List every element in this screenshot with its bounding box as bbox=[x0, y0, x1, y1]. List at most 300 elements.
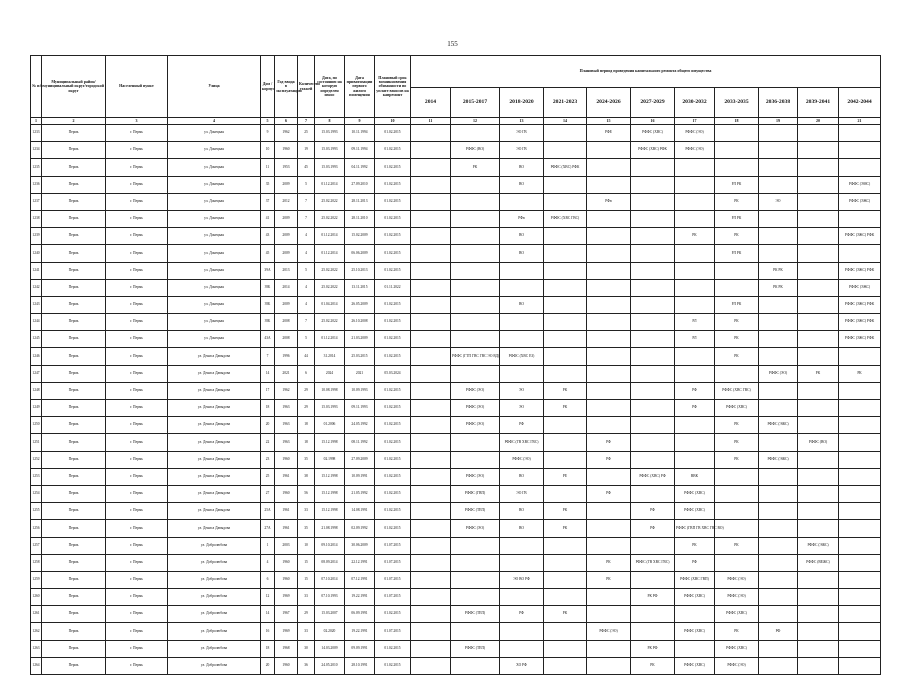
cell-period-work: РФ bbox=[500, 417, 544, 434]
cell-date-wear: 2024 bbox=[315, 365, 345, 382]
cell-date-wear: 25.02.2022 bbox=[315, 210, 345, 227]
cell-floors: 38 bbox=[298, 468, 315, 485]
cell-house: 11 bbox=[261, 159, 275, 176]
cell-municipality: Пермь bbox=[42, 606, 106, 623]
cell-settlement: г. Пермь bbox=[106, 245, 168, 262]
cell-period-work bbox=[675, 210, 715, 227]
cell-date-wear: 01.2006 bbox=[315, 417, 345, 434]
cell-period-work bbox=[500, 640, 544, 657]
cell-period-work: РФФС (ХВС) РФ bbox=[631, 468, 675, 485]
cell-date-wear: 07.10.1993 bbox=[315, 589, 345, 606]
cell-planned-period: 01.07.2015 bbox=[375, 537, 411, 554]
cell-period-work: РК bbox=[715, 193, 759, 210]
cell-num: 1254 bbox=[31, 485, 42, 502]
cell-year-built: 2008 bbox=[275, 331, 298, 348]
cell-period-work: РФФС (ХВС) bbox=[715, 400, 759, 417]
cell-date-privatization: 30.06.2009 bbox=[345, 537, 375, 554]
cell-period-work bbox=[759, 468, 798, 485]
cell-period-work bbox=[759, 657, 798, 674]
cell-house: 41 bbox=[261, 210, 275, 227]
table-row bbox=[31, 228, 881, 245]
table-row bbox=[31, 485, 881, 502]
cell-street: ул. Добролюбова bbox=[168, 537, 261, 554]
cell-date-wear: 15.03.1993 bbox=[315, 400, 345, 417]
cell-period-work bbox=[411, 296, 451, 313]
cell-house: 4 bbox=[261, 554, 275, 571]
cell-period-work bbox=[587, 142, 631, 159]
cell-period-work bbox=[411, 365, 451, 382]
cell-period-work bbox=[500, 193, 544, 210]
column-number: 14 bbox=[544, 118, 587, 125]
cell-settlement: г. Пермь bbox=[106, 159, 168, 176]
header-date-wear: Дата, по состоянию на которую определен износ bbox=[315, 56, 345, 118]
cell-period-work: РФ bbox=[500, 606, 544, 623]
cell-period-work bbox=[411, 125, 451, 142]
cell-street: ул. Добролюбова bbox=[168, 623, 261, 640]
cell-house: 20 bbox=[261, 657, 275, 674]
cell-floors: 4 bbox=[298, 296, 315, 313]
cell-period-work bbox=[631, 382, 675, 399]
cell-street: ул. Дениса Давыдова bbox=[168, 400, 261, 417]
cell-period-work bbox=[631, 485, 675, 502]
cell-period-work: РФ bbox=[675, 400, 715, 417]
cell-municipality: Пермь bbox=[42, 657, 106, 674]
cell-period-work: ВО bbox=[500, 176, 544, 193]
cell-period-work bbox=[587, 245, 631, 262]
cell-year-built: 1967 bbox=[275, 606, 298, 623]
header-date-privatization: Дата приватизации первого жилого помещения bbox=[345, 56, 375, 118]
cell-planned-period: 01.02.2015 bbox=[375, 485, 411, 502]
cell-period-work: РФФС (ЭЖС) bbox=[759, 451, 798, 468]
cell-street: ул. Донецкая bbox=[168, 193, 261, 210]
cell-period-work: РФФС (ЭО) bbox=[451, 382, 500, 399]
cell-period-work bbox=[798, 485, 839, 502]
cell-date-wear: 25.02.2022 bbox=[315, 279, 345, 296]
cell-year-built: 2009 bbox=[275, 228, 298, 245]
cell-period-work bbox=[587, 382, 631, 399]
cell-period-work bbox=[798, 451, 839, 468]
column-number: 20 bbox=[798, 118, 839, 125]
cell-year-built: 1953 bbox=[275, 159, 298, 176]
cell-period-work bbox=[798, 468, 839, 485]
cell-settlement: г. Пермь bbox=[106, 589, 168, 606]
cell-period-work bbox=[451, 451, 500, 468]
column-number: 18 bbox=[715, 118, 759, 125]
cell-period-work: ВО bbox=[500, 228, 544, 245]
cell-planned-period: 01.02.2015 bbox=[375, 210, 411, 227]
cell-period-work bbox=[798, 142, 839, 159]
cell-house: 6 bbox=[261, 571, 275, 588]
cell-period-work: РФФС (ГВ ХВС ГВС) bbox=[500, 434, 544, 451]
header-municipality: Муниципальный район/муниципальный округ/городской округ bbox=[42, 56, 106, 118]
cell-planned-period: 01.02.2015 bbox=[375, 193, 411, 210]
cell-period-work bbox=[759, 537, 798, 554]
cell-period-work: ВО bbox=[500, 159, 544, 176]
cell-num: 1256 bbox=[31, 520, 42, 537]
cell-street: ул. Донецкая bbox=[168, 125, 261, 142]
cell-settlement: г. Пермь bbox=[106, 142, 168, 159]
cell-num: 1249 bbox=[31, 400, 42, 417]
cell-period-work bbox=[675, 417, 715, 434]
cell-floors: 19 bbox=[298, 142, 315, 159]
cell-period-work: РФФС (ЭО) bbox=[759, 365, 798, 382]
cell-date-privatization: 26.10.2008 bbox=[345, 314, 375, 331]
cell-date-privatization: 24.05.1992 bbox=[345, 417, 375, 434]
cell-period-work bbox=[675, 245, 715, 262]
cell-period-work bbox=[631, 451, 675, 468]
cell-period-work bbox=[451, 657, 500, 674]
cell-period-work bbox=[839, 210, 881, 227]
cell-period-work bbox=[587, 159, 631, 176]
cell-planned-period: 01.02.2015 bbox=[375, 176, 411, 193]
cell-period-work bbox=[759, 348, 798, 365]
cell-period-work: РФФС (ЭЖС) РФК bbox=[839, 296, 881, 313]
cell-period-work bbox=[631, 400, 675, 417]
cell-period-work bbox=[587, 520, 631, 537]
cell-period-work bbox=[715, 142, 759, 159]
cell-period-work: РЛ РК bbox=[715, 176, 759, 193]
cell-period-work bbox=[500, 262, 544, 279]
cell-settlement: г. Пермь bbox=[106, 400, 168, 417]
cell-year-built: 1960 bbox=[275, 485, 298, 502]
cell-period-work bbox=[798, 176, 839, 193]
cell-municipality: Пермь bbox=[42, 314, 106, 331]
cell-house: 16 bbox=[261, 623, 275, 640]
cell-period-work: РК bbox=[587, 571, 631, 588]
table-row bbox=[31, 434, 881, 451]
cell-period-work: РФФС (ХВС ГВС) bbox=[544, 210, 587, 227]
cell-period-work bbox=[587, 657, 631, 674]
column-number: 9 bbox=[345, 118, 375, 125]
cell-period-work bbox=[839, 451, 881, 468]
cell-period-work bbox=[587, 503, 631, 520]
cell-house: 23 bbox=[261, 451, 275, 468]
header-num: № п/п bbox=[31, 56, 42, 118]
cell-planned-period: 01.02.2015 bbox=[375, 468, 411, 485]
cell-period-work: РФ bbox=[631, 503, 675, 520]
cell-period-work: РФФС (ХВС ЕЗ) bbox=[500, 348, 544, 365]
period-header: 2036-2038 bbox=[759, 88, 798, 118]
cell-period-work bbox=[587, 589, 631, 606]
cell-period-work bbox=[715, 159, 759, 176]
table-row bbox=[31, 589, 881, 606]
cell-house: 37 bbox=[261, 193, 275, 210]
cell-period-work bbox=[544, 365, 587, 382]
cell-num: 1242 bbox=[31, 279, 42, 296]
cell-planned-period: 01.02.2015 bbox=[375, 382, 411, 399]
cell-floors: 29 bbox=[298, 400, 315, 417]
cell-date-privatization: 19.22.1991 bbox=[345, 589, 375, 606]
cell-num: 1246 bbox=[31, 348, 42, 365]
cell-period-work bbox=[451, 210, 500, 227]
cell-settlement: г. Пермь bbox=[106, 125, 168, 142]
cell-period-work: РФ bbox=[631, 520, 675, 537]
period-header: 2014 bbox=[411, 88, 451, 118]
cell-period-work bbox=[759, 142, 798, 159]
cell-period-work bbox=[500, 537, 544, 554]
cell-street: ул. Дениса Давыдова bbox=[168, 451, 261, 468]
cell-period-work bbox=[759, 640, 798, 657]
cell-period-work bbox=[411, 382, 451, 399]
cell-house: 18 bbox=[261, 400, 275, 417]
cell-period-work bbox=[759, 606, 798, 623]
cell-period-work bbox=[798, 417, 839, 434]
cell-period-work bbox=[451, 331, 500, 348]
cell-period-work bbox=[675, 348, 715, 365]
cell-settlement: г. Пермь bbox=[106, 606, 168, 623]
cell-period-work: РФФС (ГВП ГВ ХВС ГВС ВО) bbox=[675, 520, 715, 537]
cell-period-work bbox=[411, 142, 451, 159]
cell-planned-period: 01.02.2015 bbox=[375, 606, 411, 623]
cell-period-work: РФ bbox=[587, 451, 631, 468]
cell-period-work bbox=[759, 331, 798, 348]
cell-street: ул. Донецкая bbox=[168, 142, 261, 159]
cell-num: 1248 bbox=[31, 382, 42, 399]
cell-period-work bbox=[715, 125, 759, 142]
header-year-built: Год ввода в эксплуатацию bbox=[275, 56, 298, 118]
cell-house: 20 bbox=[261, 417, 275, 434]
cell-period-work bbox=[411, 623, 451, 640]
cell-date-privatization: 28.11.2010 bbox=[345, 210, 375, 227]
cell-period-work: ВО bbox=[500, 245, 544, 262]
cell-settlement: г. Пермь bbox=[106, 296, 168, 313]
cell-floors: 35 bbox=[298, 520, 315, 537]
cell-house: 39Б bbox=[261, 279, 275, 296]
cell-period-work: ЭО ГВ bbox=[500, 125, 544, 142]
cell-municipality: Пермь bbox=[42, 125, 106, 142]
cell-date-wear: 10.08.1998 bbox=[315, 382, 345, 399]
cell-period-work bbox=[451, 554, 500, 571]
cell-period-work bbox=[631, 193, 675, 210]
cell-num: 1245 bbox=[31, 331, 42, 348]
cell-period-work: РФФС (ХВС) bbox=[631, 125, 675, 142]
cell-num: 1259 bbox=[31, 571, 42, 588]
table-body bbox=[31, 125, 881, 675]
cell-period-work bbox=[759, 382, 798, 399]
column-number-row bbox=[31, 118, 881, 125]
cell-year-built: 2014 bbox=[275, 279, 298, 296]
cell-period-work: РК bbox=[715, 228, 759, 245]
cell-period-work: РК bbox=[715, 434, 759, 451]
cell-year-built: 1963 bbox=[275, 417, 298, 434]
cell-period-work bbox=[411, 176, 451, 193]
cell-settlement: г. Пермь bbox=[106, 554, 168, 571]
cell-date-privatization: 25.10.2013 bbox=[345, 262, 375, 279]
cell-year-built: 1962 bbox=[275, 125, 298, 142]
cell-period-work bbox=[839, 537, 881, 554]
cell-street: ул. Дениса Давыдова bbox=[168, 520, 261, 537]
cell-period-work bbox=[631, 417, 675, 434]
cell-date-wear: 21.08.1998 bbox=[315, 520, 345, 537]
cell-period-work bbox=[798, 640, 839, 657]
cell-period-work bbox=[675, 279, 715, 296]
cell-house: 43А bbox=[261, 331, 275, 348]
cell-period-work bbox=[631, 228, 675, 245]
cell-period-work: РФФС (ЭО) bbox=[715, 657, 759, 674]
cell-planned-period: 01.02.2015 bbox=[375, 400, 411, 417]
cell-planned-period: 01.02.2015 bbox=[375, 142, 411, 159]
column-number: 19 bbox=[759, 118, 798, 125]
cell-date-wear: 01.04.2014 bbox=[315, 296, 345, 313]
cell-floors: 6 bbox=[298, 365, 315, 382]
column-number: 5 bbox=[261, 118, 275, 125]
cell-period-work bbox=[500, 365, 544, 382]
cell-period-work bbox=[544, 451, 587, 468]
cell-planned-period: 01.07.2015 bbox=[375, 554, 411, 571]
cell-period-work bbox=[631, 245, 675, 262]
cell-period-work bbox=[759, 520, 798, 537]
cell-period-work: РФФС (ЭО) bbox=[451, 468, 500, 485]
cell-street: ул. Дениса Давыдова bbox=[168, 503, 261, 520]
cell-settlement: г. Пермь bbox=[106, 365, 168, 382]
cell-period-work bbox=[759, 296, 798, 313]
cell-period-work: РК bbox=[715, 348, 759, 365]
cell-period-work bbox=[715, 279, 759, 296]
cell-period-work bbox=[587, 314, 631, 331]
column-number: 2 bbox=[42, 118, 106, 125]
cell-period-work bbox=[839, 520, 881, 537]
cell-period-work: РФФС (ТЕП) bbox=[451, 640, 500, 657]
cell-period-work bbox=[839, 606, 881, 623]
cell-period-work bbox=[411, 314, 451, 331]
cell-period-work: РК bbox=[544, 400, 587, 417]
cell-period-work: РФФС (ХВС) bbox=[675, 589, 715, 606]
cell-year-built: 2009 bbox=[275, 176, 298, 193]
cell-period-work bbox=[675, 640, 715, 657]
cell-period-work bbox=[631, 314, 675, 331]
cell-street: ул. Дениса Давыдова bbox=[168, 382, 261, 399]
cell-period-work bbox=[451, 279, 500, 296]
cell-house: 10 bbox=[261, 142, 275, 159]
period-header: 2030-2032 bbox=[675, 88, 715, 118]
cell-period-work: РФФС (ЭО) bbox=[451, 417, 500, 434]
cell-period-work: РФФС (ЭЖС) bbox=[759, 417, 798, 434]
cell-period-work bbox=[839, 245, 881, 262]
cell-period-work: РФФС (ХВС) bbox=[715, 606, 759, 623]
cell-num: 1243 bbox=[31, 296, 42, 313]
cell-period-work: РФФС (ЭО) bbox=[451, 520, 500, 537]
cell-period-work bbox=[631, 159, 675, 176]
cell-period-work bbox=[587, 228, 631, 245]
cell-house: 43 bbox=[261, 228, 275, 245]
cell-settlement: г. Пермь bbox=[106, 417, 168, 434]
table-row bbox=[31, 262, 881, 279]
cell-date-privatization: 25.03.2015 bbox=[345, 348, 375, 365]
cell-period-work: РФ bbox=[587, 485, 631, 502]
cell-year-built: 1961 bbox=[275, 520, 298, 537]
cell-period-work bbox=[715, 485, 759, 502]
cell-date-wear: 02.2020 bbox=[315, 623, 345, 640]
cell-settlement: г. Пермь bbox=[106, 176, 168, 193]
cell-year-built: 2009 bbox=[275, 210, 298, 227]
cell-period-work: РЛ РК bbox=[715, 296, 759, 313]
cell-period-work bbox=[451, 589, 500, 606]
cell-period-work: ВО bbox=[500, 503, 544, 520]
cell-floors: 10 bbox=[298, 537, 315, 554]
cell-period-work bbox=[839, 657, 881, 674]
cell-floors: 18 bbox=[298, 417, 315, 434]
cell-period-work bbox=[411, 503, 451, 520]
cell-num: 1240 bbox=[31, 245, 42, 262]
cell-period-work bbox=[759, 125, 798, 142]
cell-period-work bbox=[675, 606, 715, 623]
cell-planned-period: 01.02.2015 bbox=[375, 434, 411, 451]
cell-date-wear: 14.03.2009 bbox=[315, 640, 345, 657]
cell-settlement: г. Пермь bbox=[106, 331, 168, 348]
cell-date-privatization: 22.12.1991 bbox=[345, 554, 375, 571]
cell-period-work bbox=[451, 262, 500, 279]
cell-date-privatization: 15.02.2009 bbox=[345, 228, 375, 245]
header-settlement: Населенный пункт bbox=[106, 56, 168, 118]
cell-period-work bbox=[798, 314, 839, 331]
cell-period-work bbox=[759, 228, 798, 245]
cell-num: 1251 bbox=[31, 434, 42, 451]
cell-period-work bbox=[631, 262, 675, 279]
header-planned-period: Плановый срок возникновения обязанности по уплате взносов на капремонт bbox=[375, 56, 411, 118]
cell-period-work bbox=[587, 537, 631, 554]
cell-period-work: ВО bbox=[500, 296, 544, 313]
cell-period-work bbox=[759, 571, 798, 588]
cell-date-wear: 31.2014 bbox=[315, 348, 345, 365]
cell-date-privatization: 02.09.1992 bbox=[345, 520, 375, 537]
cell-planned-period: 01.02.2015 bbox=[375, 159, 411, 176]
cell-date-wear: 15.12.1998 bbox=[315, 485, 345, 502]
cell-period-work: РФФС (ГВП) bbox=[451, 485, 500, 502]
cell-date-wear: 15.12.1998 bbox=[315, 503, 345, 520]
cell-period-work bbox=[759, 434, 798, 451]
cell-period-work bbox=[631, 331, 675, 348]
cell-period-work bbox=[839, 468, 881, 485]
cell-period-work bbox=[839, 485, 881, 502]
cell-num: 1257 bbox=[31, 537, 42, 554]
cell-date-privatization: 09.09.1991 bbox=[345, 640, 375, 657]
cell-period-work bbox=[587, 262, 631, 279]
cell-date-wear: 25.02.2022 bbox=[315, 193, 345, 210]
cell-period-work bbox=[411, 485, 451, 502]
cell-planned-period: 01.02.2015 bbox=[375, 262, 411, 279]
cell-planned-period: 01.02.2015 bbox=[375, 657, 411, 674]
cell-municipality: Пермь bbox=[42, 571, 106, 588]
cell-settlement: г. Пермь bbox=[106, 434, 168, 451]
cell-floors: 5 bbox=[298, 331, 315, 348]
cell-period-work bbox=[798, 657, 839, 674]
table-row bbox=[31, 365, 881, 382]
cell-municipality: Пермь bbox=[42, 434, 106, 451]
cell-period-work bbox=[411, 640, 451, 657]
cell-period-work: РФФС (ГВ ХВС ГВС) bbox=[631, 554, 675, 571]
cell-period-work bbox=[544, 142, 587, 159]
cell-period-work bbox=[798, 520, 839, 537]
cell-planned-period: 01.02.2015 bbox=[375, 503, 411, 520]
cell-period-work bbox=[675, 365, 715, 382]
cell-street: ул. Добролюбова bbox=[168, 606, 261, 623]
cell-period-work: РФФС (ЭО) bbox=[451, 400, 500, 417]
cell-period-work: ЭО bbox=[759, 193, 798, 210]
cell-period-work bbox=[759, 503, 798, 520]
cell-settlement: г. Пермь bbox=[106, 657, 168, 674]
cell-period-work: ЭО ГВ bbox=[500, 485, 544, 502]
cell-settlement: г. Пермь bbox=[106, 537, 168, 554]
cell-period-work bbox=[798, 331, 839, 348]
cell-year-built: 1996 bbox=[275, 348, 298, 365]
table-row bbox=[31, 657, 881, 674]
page-number: 155 bbox=[447, 40, 458, 48]
cell-street: ул. Донецкая bbox=[168, 296, 261, 313]
cell-num: 1233 bbox=[31, 125, 42, 142]
table-row bbox=[31, 417, 881, 434]
cell-floors: 44 bbox=[298, 348, 315, 365]
cell-year-built: 2009 bbox=[275, 245, 298, 262]
